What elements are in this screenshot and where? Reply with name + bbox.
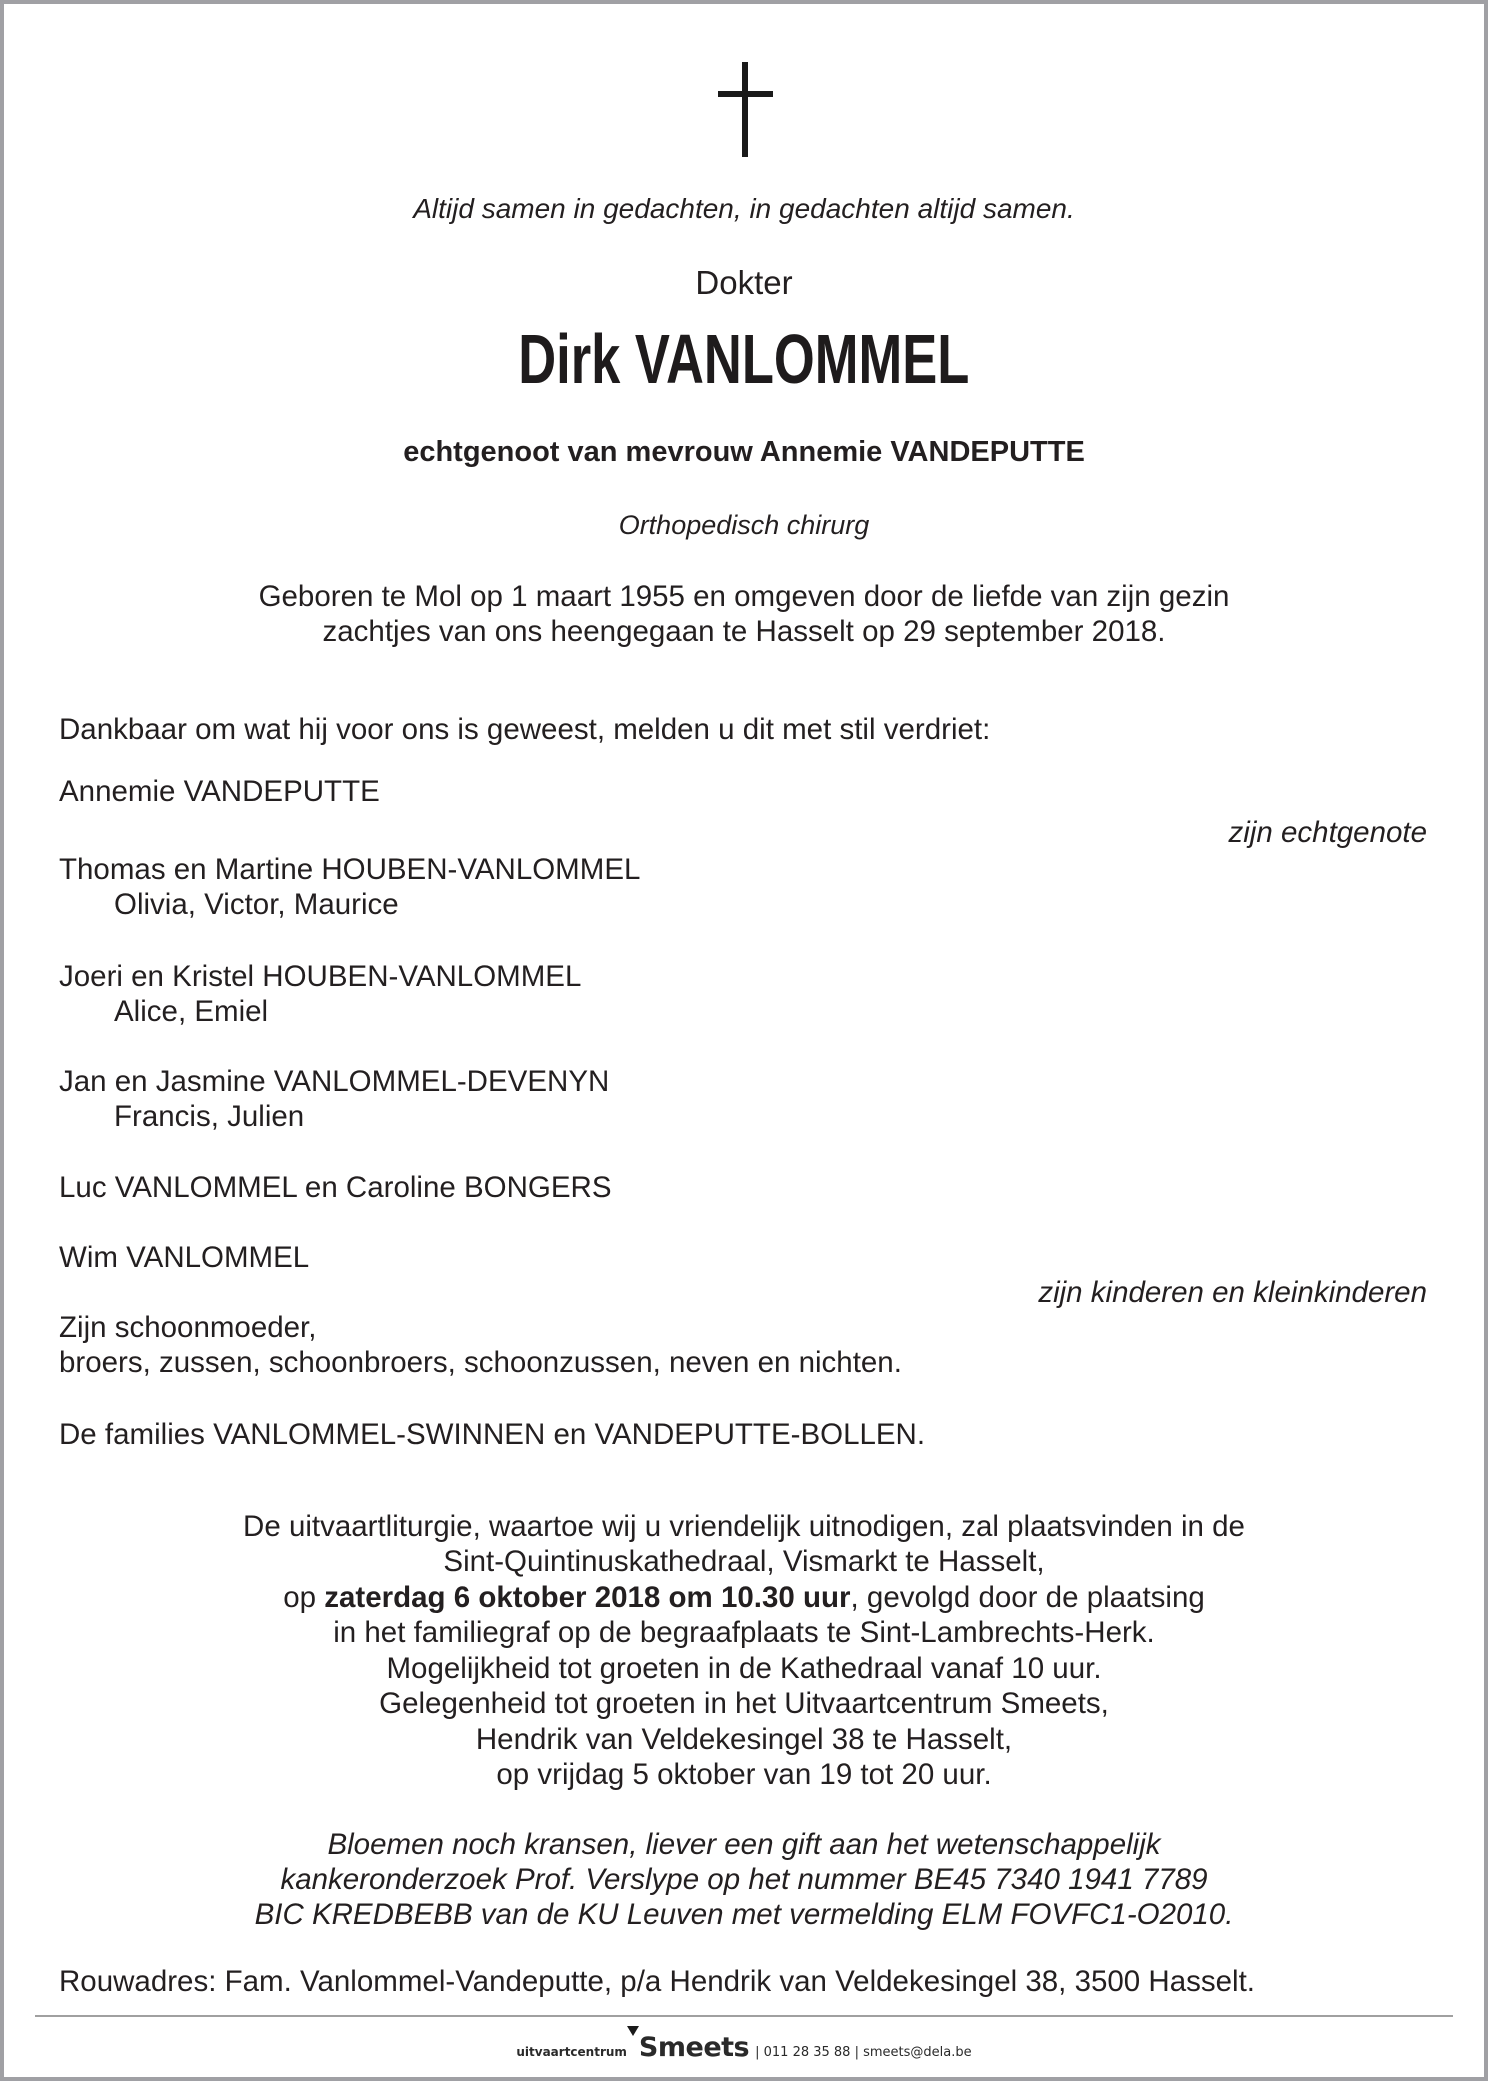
footer-brand-text: Smeets [638,2032,750,2063]
footer-divider [35,2015,1453,2017]
child-2: Joeri en Kristel HOUBEN-VANLOMMEL [59,960,582,993]
footer [4,2032,1484,2066]
obituary-page [4,4,1484,2077]
spouse-name: Annemie VANDEPUTTE [59,775,380,808]
grandchildren-1: Olivia, Victor, Maurice [114,888,399,921]
intro-text: Dankbaar om wat hij voor ons is geweest, melden u dit met stil verdriet: [59,713,991,746]
child-5: Wim VANLOMMEL [59,1241,310,1274]
funeral-line-3 [4,1580,1484,1615]
death-line: zachtjes van ons heengegaan te Hasselt op 29 september 2018. [322,615,1166,648]
children-role: zijn kinderen en kleinkinderen [1038,1276,1427,1309]
spouse-role: zijn echtgenote [1228,816,1427,849]
funeral-date-prefix: op [283,1581,325,1614]
funeral-date: zaterdag 6 oktober 2018 om 10.30 uur [324,1581,851,1614]
funeral-line-4: in het familiegraf op de begraafplaats te Sint-Lambrechts-Herk. [333,1616,1155,1649]
funeral-line-2: Sint-Quintinuskathedraal, Vismarkt te Hasselt, [443,1545,1045,1578]
donation-line-2: kankeronderzoek Prof. Verslype op het nummer BE45 7340 1941 7789 [280,1863,1208,1896]
cross-icon-horizontal [718,91,773,97]
donation-line-1: Bloemen noch kransen, liever een gift aan het wetenschappelijk [327,1828,1161,1861]
funeral-line-8: op vrijdag 5 oktober van 19 tot 20 uur. [496,1758,992,1791]
funeral-line-7: Hendrik van Veldekesingel 38 te Hasselt, [475,1723,1013,1756]
title: Dokter [695,264,793,301]
funeral-line-5: Mogelijkheid tot groeten in de Kathedraal vanaf 10 uur. [386,1652,1102,1685]
donation-line-3: BIC KREDBEBB van de KU Leuven met vermelding ELM FOVFC1-O2010. [254,1898,1234,1931]
funeral-line-1: De uitvaartliturgie, waartoe wij u vriendelijk uitnodigen, zal plaatsvinden in de [243,1510,1245,1543]
triangle-down-icon [627,2026,639,2036]
families-line: De families VANLOMMEL-SWINNEN en VANDEPUTTE-BOLLEN. [59,1418,926,1451]
child-3: Jan en Jasmine VANLOMMEL-DEVENYN [59,1065,610,1098]
funeral-date-suffix: , gevolgd door de plaatsing [850,1581,1205,1614]
profession: Orthopedisch chirurg [618,510,870,540]
footer-contact: | 011 28 35 88 | smeets@dela.be [755,2045,972,2060]
funeral-line-6: Gelegenheid tot groeten in het Uitvaartcentrum Smeets, [379,1687,1109,1720]
relatives-line-2: broers, zussen, schoonbroers, schoonzussen, neven en nichten. [59,1346,902,1379]
spouse-line: echtgenoot van mevrouw Annemie VANDEPUTTE [403,436,1085,468]
cross-icon-vertical [742,62,748,157]
deceased-name [4,319,1484,399]
mourning-address: Rouwadres: Fam. Vanlommel-Vandeputte, p/a Hendrik van Veldekesingel 38, 3500 Hasselt. [59,1965,1255,1998]
child-1: Thomas en Martine HOUBEN-VANLOMMEL [59,853,641,886]
footer-prefix: uitvaartcentrum [516,2045,627,2059]
motto: Altijd samen in gedachten, in gedachten altijd samen. [413,193,1075,224]
footer-brand [639,2032,749,2063]
birth-line: Geboren te Mol op 1 maart 1955 en omgeven door de liefde van zijn gezin [258,580,1230,613]
grandchildren-2: Alice, Emiel [114,995,269,1028]
child-4: Luc VANLOMMEL en Caroline BONGERS [59,1171,612,1204]
grandchildren-3: Francis, Julien [114,1100,305,1133]
relatives-line-1: Zijn schoonmoeder, [59,1311,317,1344]
deceased-name-text: Dirk VANLOMMEL [518,320,970,398]
